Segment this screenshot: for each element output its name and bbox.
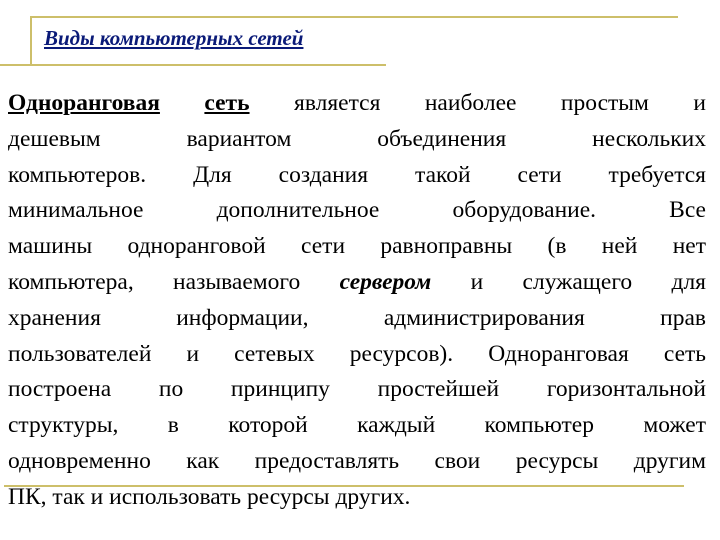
paragraph-line: компьютеров. Для создания такой сети требуется bbox=[8, 161, 706, 188]
paragraph-line: машины одноранговой сети равноправны (в ней нет bbox=[8, 233, 706, 260]
title-underline-accent bbox=[0, 64, 386, 66]
term-network: сеть bbox=[204, 90, 250, 116]
paragraph-line: дешевым вариантом объединения нескольких bbox=[8, 125, 706, 152]
slide-title: Виды компьютерных сетей bbox=[44, 26, 304, 50]
top-accent-line bbox=[30, 16, 678, 18]
paragraph-text: компьютера, называемого bbox=[8, 268, 340, 295]
term-peer-to-peer: Одноранговая bbox=[8, 90, 160, 116]
paragraph-line: одновременно как предоставлять свои ресурсы другим bbox=[8, 447, 706, 474]
paragraph-text: является наиболее простым и bbox=[249, 90, 706, 116]
paragraph-line: хранения информации, администрирования прав bbox=[8, 304, 706, 331]
paragraph-line bbox=[8, 86, 706, 122]
paragraph-line: структуры, в которой каждый компьютер может bbox=[8, 412, 706, 439]
paragraph-line: построена по принципу простейшей горизонтальной bbox=[8, 376, 706, 403]
paragraph-text: и служащего для bbox=[431, 268, 706, 295]
paragraph-line: пользователей и сетевых ресурсов). Одноранговая сеть bbox=[8, 340, 706, 367]
left-accent-line bbox=[30, 16, 32, 66]
paragraph-line: ПК, так и использовать ресурсы других. bbox=[8, 483, 411, 510]
body-paragraph bbox=[8, 86, 706, 516]
paragraph-line: минимальное дополнительное оборудование. Все bbox=[8, 197, 706, 224]
term-server: сервером bbox=[339, 268, 432, 295]
paragraph-line bbox=[8, 265, 706, 301]
